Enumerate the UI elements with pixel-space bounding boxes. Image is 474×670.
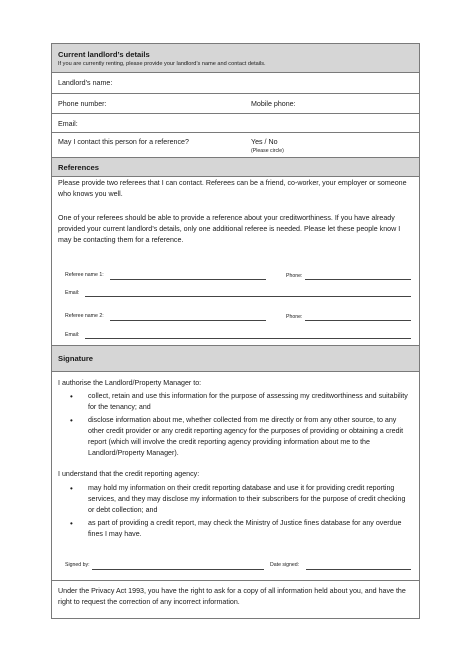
agency-list	[58, 483, 413, 542]
referee1-email-label: Email:	[65, 290, 80, 296]
agency-item: • as part of providing a credit report, may check the Ministry of Justice fines database for any overdue fines I may have.	[58, 518, 413, 540]
landlord-section-subtitle: If you are currently renting, please provide your landlord’s name and contact details.	[58, 61, 266, 67]
references-creditworthiness-text: One of your referees should be able to provide a reference about your creditworthiness. If you have already provided your current landlord’s details, only one additional referee is needed. Please let these people know I may be contacting them for a reference.	[58, 214, 401, 244]
signed-by-label: Signed by:	[65, 562, 90, 568]
landlord-name-field[interactable]: Landlord’s name:	[58, 79, 113, 87]
date-signed-line[interactable]	[306, 569, 411, 570]
landlord-mobile-field[interactable]: Mobile phone:	[251, 100, 296, 108]
signature-section-header	[52, 346, 419, 372]
landlord-phone-field[interactable]: Phone number:	[58, 100, 107, 108]
referee1-name-label: Referee name 1:	[65, 272, 104, 278]
landlord-phone-row	[52, 94, 419, 114]
authorise-item: • disclose information about me, whether collected from me directly or from any other source, to any other credit provider or any credit reporting agency for the purposes of providing or obtaining a credit report (which will involve the credit reporting agency providing information about me to the Landlord/Property Manager).	[58, 415, 413, 459]
landlord-section-header	[52, 44, 419, 73]
landlord-email-row	[52, 114, 419, 133]
signature-section-title: Signature	[58, 354, 94, 363]
please-circle-note: (Please circle)	[251, 148, 284, 154]
authorise-intro: I authorise the Landlord/Property Manager to:	[58, 379, 202, 387]
agency-item: • may hold my information on their credit reporting database and use it for providing credit reporting services, and they may disclose my information to their subscribers for the purpose of credit checking or debt collection; and	[58, 483, 413, 516]
tenancy-application-form	[51, 43, 420, 619]
references-body	[52, 177, 419, 346]
referee1-phone-line[interactable]	[305, 279, 411, 280]
referee2-name-label: Referee name 2:	[65, 313, 104, 319]
references-section-header	[52, 158, 419, 177]
referee2-email-label: Email:	[65, 332, 80, 338]
privacy-act-note: Under the Privacy Act 1993, you have the right to ask for a copy of all information held about you, and have the right to request the correction of any incorrect information.	[58, 587, 406, 606]
referee2-phone-line[interactable]	[305, 320, 411, 321]
authorise-list	[58, 391, 413, 461]
yes-no-choice[interactable]: Yes / No	[251, 138, 278, 146]
referee1-phone-label: Phone:	[286, 273, 303, 279]
signature-divider	[52, 580, 419, 581]
landlord-name-row	[52, 73, 419, 94]
signature-body	[52, 372, 419, 626]
authorise-item: • collect, retain and use this information for the purpose of assessing my creditworthiness and suitability for the tenancy; and	[58, 391, 413, 413]
date-signed-label: Date signed:	[270, 562, 300, 568]
landlord-email-field[interactable]: Email:	[58, 120, 78, 128]
landlord-contact-row	[52, 133, 419, 158]
landlord-section-title: Current landlord’s details	[58, 50, 150, 59]
agency-intro: I understand that the credit reporting agency:	[58, 470, 200, 478]
references-section-title: References	[58, 163, 99, 172]
contact-permission-question: May I contact this person for a reference?	[58, 138, 189, 146]
referee2-email-line[interactable]	[85, 338, 411, 339]
signed-by-line[interactable]	[92, 569, 264, 570]
references-intro-text: Please provide two referees that I can contact. Referees can be a friend, co-worker, your employer or someone who knows you well.	[58, 179, 407, 198]
referee1-name-line[interactable]	[110, 279, 266, 280]
referee2-name-line[interactable]	[110, 320, 266, 321]
referee2-phone-label: Phone:	[286, 314, 303, 320]
referee1-email-line[interactable]	[85, 296, 411, 297]
